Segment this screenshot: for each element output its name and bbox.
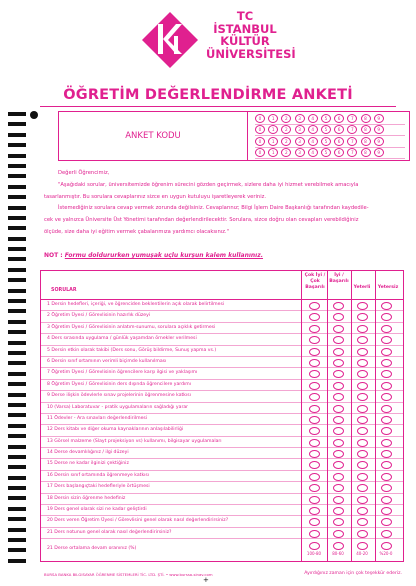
answer-bubble[interactable] (309, 359, 320, 367)
answer-bubble[interactable] (357, 427, 368, 435)
answer-bubble[interactable] (357, 461, 368, 469)
answer-bubble[interactable] (381, 542, 392, 550)
code-digit-bubble[interactable]: 9 (374, 125, 384, 134)
timing-mark (8, 559, 26, 563)
question-row (41, 448, 403, 459)
code-digit-bubble[interactable]: 6 (334, 125, 344, 134)
timing-mark (8, 465, 26, 469)
question-row (41, 357, 403, 368)
question-text: 10 (Varsa) Laboratuvar - pratik uygulamaların sağladığı yarar (47, 404, 189, 410)
answer-bubble[interactable] (381, 313, 392, 321)
question-row (41, 346, 403, 357)
answer-bubble[interactable] (333, 348, 344, 356)
code-digit-bubble[interactable]: 4 (308, 125, 318, 134)
answer-bubble[interactable] (333, 439, 344, 447)
timing-mark (8, 372, 26, 376)
answer-bubble[interactable] (333, 473, 344, 481)
intro-paragraph-2b: cek ve yalnızca Üniversite Üst Yönetimi tarafından değerlendirilecektir. Sorulara, sizce doğru olan cevapları verebildiğiniz (44, 217, 359, 224)
question-row (41, 494, 403, 505)
answer-bubble[interactable] (333, 325, 344, 333)
code-digit-bubble[interactable]: 5 (321, 125, 331, 134)
timing-mark (8, 299, 26, 303)
intro-paragraph-1: "Aşağıdaki sorular, üniversitemizde öğrenim sürecini gözden geçirmek, sizlere daha iyi hizmet verebilmek amacıyla (58, 181, 359, 188)
timing-mark (8, 507, 26, 511)
question-text: 2 Öğretim Üyesi / Görevlisinin hazırlık düzeyi (47, 313, 151, 319)
code-digit-bubble[interactable]: 2 (281, 125, 291, 134)
answer-bubble[interactable] (309, 302, 320, 310)
question-text: 8 Öğretim Üyesi / Görevlisinin ders dışında öğrencilere yardımı (47, 381, 192, 387)
answer-bubble[interactable] (357, 336, 368, 344)
answer-bubble[interactable] (333, 359, 344, 367)
code-digit-bubble[interactable]: 3 (295, 114, 305, 123)
code-digit-bubble[interactable]: 3 (295, 125, 305, 134)
intro-paragraph-2: İstemediğiniz sorulara cevap vermek zorunda değilsiniz. Cevaplarınız; Bilgi İşlem Daire Başkanlığı tarafından kaydedile- (58, 205, 369, 212)
answer-bubble[interactable] (381, 450, 392, 458)
code-digit-bubble[interactable]: 5 (321, 137, 331, 146)
attendance-label: %20-0 (379, 551, 393, 557)
question-text: 15 Derse ne kadar ilginizi çektiğiniz (47, 461, 129, 467)
answer-bubble[interactable] (381, 496, 392, 504)
survey-code-box (58, 111, 410, 161)
question-row (41, 425, 403, 436)
question-row (41, 414, 403, 425)
question-text: 1 Dersin hedefleri, içeriği, ve öğrenciden beklentilerin açık olarak belirtilmesi (47, 302, 225, 307)
timing-mark (8, 413, 26, 417)
attendance-question: 21 Derse ortalama devam oranınız (%) (47, 546, 137, 552)
answer-bubble[interactable] (333, 450, 344, 458)
question-row (41, 323, 403, 334)
question-row (41, 300, 403, 311)
answer-bubble[interactable] (357, 325, 368, 333)
answer-bubble[interactable] (309, 416, 320, 424)
question-row (41, 403, 403, 414)
question-row (41, 391, 403, 402)
answer-bubble[interactable] (381, 393, 392, 401)
timing-mark (8, 206, 26, 210)
answer-bubble[interactable] (333, 542, 344, 550)
timing-mark (8, 351, 26, 355)
timing-mark (8, 112, 26, 116)
timing-mark (8, 268, 26, 272)
answer-bubble[interactable] (333, 427, 344, 435)
code-bubble-row (255, 136, 405, 148)
code-digit-bubble[interactable]: 0 (255, 137, 265, 146)
answer-bubble[interactable] (309, 496, 320, 504)
answer-bubble[interactable] (309, 473, 320, 481)
timing-mark (8, 382, 26, 386)
col-header-insufficient: Yetersiz (377, 285, 399, 290)
answer-bubble[interactable] (381, 518, 392, 526)
answer-bubble[interactable] (381, 427, 392, 435)
timing-mark (8, 434, 26, 438)
timing-marks (8, 112, 28, 569)
answer-bubble[interactable] (357, 359, 368, 367)
survey-code-label: ANKET KODU (59, 112, 248, 160)
answer-bubble[interactable] (357, 416, 368, 424)
code-digit-bubble[interactable]: 1 (268, 148, 278, 157)
code-digit-bubble[interactable]: 0 (255, 114, 265, 123)
question-row (41, 482, 403, 493)
answer-bubble[interactable] (381, 484, 392, 492)
question-row (41, 311, 403, 322)
question-row (41, 505, 403, 516)
question-row (41, 516, 403, 527)
timing-mark (8, 424, 26, 428)
note (44, 252, 263, 259)
code-digit-bubble[interactable]: 7 (347, 125, 357, 134)
code-digit-bubble[interactable]: 2 (281, 137, 291, 146)
code-digit-bubble[interactable]: 9 (374, 148, 384, 157)
timing-mark (8, 143, 26, 147)
timing-mark (8, 496, 26, 500)
answer-bubble[interactable] (381, 416, 392, 424)
questions-header: SORULAR (51, 288, 77, 293)
timing-mark (8, 486, 26, 490)
code-bubble-row (255, 113, 405, 125)
attendance-label: 100-80 (306, 551, 322, 557)
code-digit-bubble[interactable]: 4 (308, 114, 318, 123)
question-text: 20 Ders veren Öğretim Üyesi / Görevlisini genel olarak nasıl değerlendirirsiniz? (47, 518, 229, 524)
answer-bubble[interactable] (309, 313, 320, 321)
divider (40, 106, 396, 107)
registration-dot (30, 111, 38, 119)
answer-bubble[interactable] (333, 518, 344, 526)
timing-mark (8, 185, 26, 189)
timing-mark (8, 122, 26, 126)
timing-mark (8, 237, 26, 241)
answer-bubble[interactable] (333, 382, 344, 390)
answer-bubble[interactable] (309, 439, 320, 447)
timing-mark (8, 403, 26, 407)
timing-mark (8, 216, 26, 220)
answer-bubble[interactable] (357, 393, 368, 401)
answer-bubble[interactable] (381, 473, 392, 481)
answer-bubble[interactable] (333, 336, 344, 344)
question-text: 18 Dersin sizin öğrenme hedefiniz (47, 495, 126, 501)
question-text: 7 Öğretim Üyesi / Görevlisinin öğrencilere karşı ilgisi ve yaklaşımı (47, 370, 198, 376)
question-text: 19 Ders genel olarak sizi ne kadar geliştirdi (47, 507, 147, 513)
answer-bubble[interactable] (309, 507, 320, 515)
question-row (41, 380, 403, 391)
answer-bubble[interactable] (333, 393, 344, 401)
timing-mark (8, 289, 26, 293)
code-bubble-row (255, 125, 405, 137)
attendance-label: 80-60 (332, 551, 344, 557)
timing-mark (8, 133, 26, 137)
timing-mark (8, 341, 26, 345)
col-header-good: İyi / Başarılı (329, 273, 349, 285)
timing-mark (8, 247, 26, 251)
answer-bubble[interactable] (357, 530, 368, 538)
footer-printer: BURSA BANKA BILGISAYAR ÖĞRENME SİSTEMLERİ TİC. LTD. ŞTİ. • www.burssa-sinav.com (44, 572, 213, 577)
footer-thanks: Ayırdığınız zaman için çok teşekkür ederiz. (304, 571, 402, 576)
code-digit-bubble[interactable]: 7 (347, 114, 357, 123)
code-digit-bubble[interactable]: 1 (268, 125, 278, 134)
code-digit-bubble[interactable]: 1 (268, 137, 278, 146)
code-digit-bubble[interactable]: 8 (361, 148, 371, 157)
attendance-row (41, 539, 403, 561)
answer-bubble[interactable] (333, 405, 344, 413)
code-digit-bubble[interactable]: 9 (374, 137, 384, 146)
question-text: 3 Öğretim Üyesi / Görevlisinin anlatım-sunumu, sorulara açıklık getirmesi (47, 324, 216, 330)
answer-bubble[interactable] (309, 348, 320, 356)
code-bubble-row (255, 148, 405, 160)
code-digit-bubble[interactable]: 4 (308, 137, 318, 146)
col-header-very-good: Çok İyi / Çok Başarılı (304, 273, 326, 291)
answer-bubble[interactable] (381, 405, 392, 413)
question-text: 5 Dersin etkin olarak takibi (Ders sonu, Görüş bildirme, Sunuş yapma vs.) (47, 347, 217, 353)
code-digit-bubble[interactable]: 8 (361, 137, 371, 146)
question-row (41, 437, 403, 448)
code-digit-bubble[interactable]: 4 (308, 148, 318, 157)
answer-bubble[interactable] (309, 542, 320, 550)
code-digit-bubble[interactable]: 1 (268, 114, 278, 123)
question-text: 12 Ders kitabı ve diğer okuma kaynaklarının anlaşılabilirliği (47, 427, 184, 433)
answer-bubble[interactable] (357, 405, 368, 413)
answer-bubble[interactable] (333, 461, 344, 469)
code-digit-bubble[interactable]: 3 (295, 137, 305, 146)
code-digit-bubble[interactable]: 9 (374, 114, 384, 123)
answer-bubble[interactable] (357, 450, 368, 458)
table-header (41, 271, 403, 300)
timing-mark (8, 320, 26, 324)
registration-cross: + (203, 576, 209, 584)
answer-bubble[interactable] (309, 336, 320, 344)
attendance-label: 40-20 (356, 551, 368, 557)
question-text: 16 Dersin sınıf ortamında öğrenmeye katkısı (47, 472, 150, 478)
code-digit-bubble[interactable]: 3 (295, 148, 305, 157)
question-table (40, 270, 404, 562)
question-text: 21 Ders notunun genel olarak nasıl değerlendirirsiniz? (47, 529, 172, 535)
question-row (41, 459, 403, 470)
code-bubble-grid (255, 113, 405, 159)
answer-bubble[interactable] (381, 507, 392, 515)
code-digit-bubble[interactable]: 7 (347, 148, 357, 157)
timing-mark (8, 174, 26, 178)
code-digit-bubble[interactable]: 2 (281, 114, 291, 123)
question-row (41, 368, 403, 379)
answer-bubble[interactable] (357, 507, 368, 515)
timing-mark (8, 528, 26, 532)
question-text: 14 Derse devamlılığınız / ilgi düzeyi (47, 450, 129, 456)
answer-bubble[interactable] (309, 484, 320, 492)
answer-bubble[interactable] (333, 416, 344, 424)
answer-bubble[interactable] (381, 348, 392, 356)
question-text: 13 Görsel malzeme (Slayt projeksiyon vs) kullanımı, bilgisayar uygulamaları (47, 438, 222, 444)
code-digit-bubble[interactable]: 7 (347, 137, 357, 146)
code-digit-bubble[interactable]: 8 (361, 114, 371, 123)
timing-mark (8, 330, 26, 334)
answer-bubble[interactable] (357, 484, 368, 492)
answer-bubble[interactable] (357, 496, 368, 504)
answer-bubble[interactable] (381, 382, 392, 390)
answer-bubble[interactable] (309, 382, 320, 390)
answer-bubble[interactable] (333, 302, 344, 310)
answer-bubble[interactable] (309, 518, 320, 526)
timing-mark (8, 154, 26, 158)
answer-bubble[interactable] (309, 461, 320, 469)
timing-mark (8, 548, 26, 552)
timing-mark (8, 361, 26, 365)
question-text: 17 Ders başlangıçtaki hedefleriyle örtüşmesi (47, 484, 150, 490)
answer-bubble[interactable] (309, 325, 320, 333)
question-text: 4 Ders sırasında uygulama / günlük yaşamdan örnekler verilmesi (47, 336, 197, 342)
code-digit-bubble[interactable]: 6 (334, 148, 344, 157)
answer-bubble[interactable] (309, 393, 320, 401)
answer-bubble[interactable] (357, 348, 368, 356)
answer-bubble[interactable] (357, 542, 368, 550)
timing-mark (8, 538, 26, 542)
timing-mark (8, 309, 26, 313)
question-text: 9 Derse ilişkin ödevlerle sınav projelerinin öğrenmesine katkısı (47, 393, 191, 399)
answer-bubble[interactable] (309, 405, 320, 413)
answer-bubble[interactable] (357, 382, 368, 390)
answer-bubble[interactable] (381, 530, 392, 538)
timing-mark (8, 476, 26, 480)
code-digit-bubble[interactable]: 0 (255, 148, 265, 157)
col-header-sufficient: Yeterli (353, 285, 371, 290)
intro-text (44, 168, 404, 239)
answer-bubble[interactable] (357, 473, 368, 481)
question-text: 11 Ödevler - Ara sınavları değerlendirilmesi (47, 415, 148, 421)
note-prefix: NOT : (44, 252, 63, 259)
answer-bubble[interactable] (333, 496, 344, 504)
code-digit-bubble[interactable]: 6 (334, 137, 344, 146)
university-name: TC İSTANBUL KÜLTÜR ÜNİVERSİTESİ (206, 9, 296, 61)
timing-mark (8, 195, 26, 199)
answer-bubble[interactable] (381, 302, 392, 310)
intro-paragraph-2c: ölçüde, size daha iyi eğitim vermek çabalarımıza yardımcı olacaksınız." (44, 228, 229, 235)
answer-bubble[interactable] (333, 484, 344, 492)
code-digit-bubble[interactable]: 2 (281, 148, 291, 157)
answer-bubble[interactable] (357, 313, 368, 321)
code-digit-bubble[interactable]: 5 (321, 114, 331, 123)
answer-bubble[interactable] (381, 439, 392, 447)
timing-mark (8, 278, 26, 282)
question-row (41, 334, 403, 345)
code-digit-bubble[interactable]: 5 (321, 148, 331, 157)
answer-bubble[interactable] (357, 370, 368, 378)
timing-mark (8, 226, 26, 230)
timing-mark (8, 164, 26, 168)
answer-bubble[interactable] (381, 336, 392, 344)
form-title: ÖĞRETİM DEĞERLENDİRME ANKETİ (63, 87, 353, 103)
answer-bubble[interactable] (309, 530, 320, 538)
timing-mark (8, 393, 26, 397)
answer-bubble[interactable] (333, 530, 344, 538)
answer-bubble[interactable] (333, 313, 344, 321)
answer-bubble[interactable] (309, 370, 320, 378)
answer-bubble[interactable] (357, 518, 368, 526)
answer-bubble[interactable] (381, 359, 392, 367)
answer-bubble[interactable] (357, 439, 368, 447)
answer-bubble[interactable] (357, 302, 368, 310)
note-text: Formu doldururken yumuşak uçlu kurşun kalem kullanınız. (64, 252, 263, 259)
question-text: 6 Dersin sınıf ortamının verimli biçimde kullanılması (47, 358, 167, 364)
answer-bubble[interactable] (309, 450, 320, 458)
answer-bubble[interactable] (381, 461, 392, 469)
answer-bubble[interactable] (381, 370, 392, 378)
intro-paragraph-1b: tasarlanmıştır. Bu sorulara cevaplarınız sizce en uygun kutuluyu işaretleyerek veriniz. (44, 193, 267, 200)
answer-bubble[interactable] (333, 370, 344, 378)
timing-mark (8, 455, 26, 459)
timing-mark (8, 445, 26, 449)
code-digit-bubble[interactable]: 8 (361, 125, 371, 134)
answer-bubble[interactable] (309, 427, 320, 435)
question-row (41, 471, 403, 482)
answer-bubble[interactable] (381, 325, 392, 333)
timing-mark (8, 517, 26, 521)
university-logo (140, 10, 200, 72)
greeting: Değerli Öğrencimiz, (58, 170, 110, 176)
question-row (41, 528, 403, 539)
timing-mark (8, 257, 26, 261)
code-digit-bubble[interactable]: 0 (255, 125, 265, 134)
code-digit-bubble[interactable]: 6 (334, 114, 344, 123)
answer-bubble[interactable] (333, 507, 344, 515)
